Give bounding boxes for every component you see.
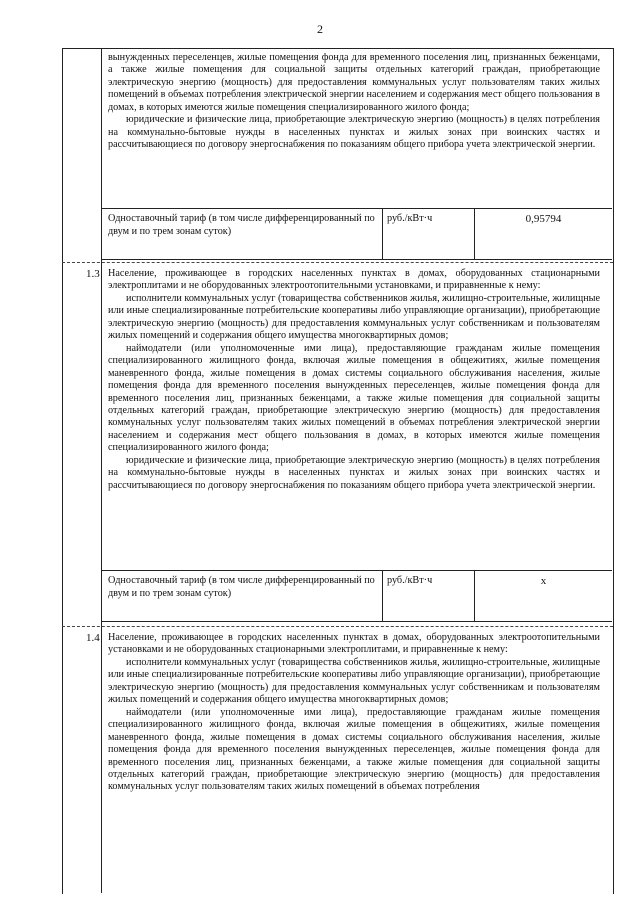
- row-description: [108, 268, 600, 492]
- row-separator: [62, 262, 613, 264]
- tariff-row: [101, 570, 612, 622]
- paragraph: Население, проживающее в городских населенных пунктах в домах, оборудованных электроотопительными установками и не оборудованных стационарными электроплитами, и приравненные к нему:: [108, 632, 600, 656]
- paragraph: Население, проживающее в городских населенных пунктах в домах, оборудованных стационарными электроплитами и не оборудованных электроотопительными установками, и приравненные к нему:: [108, 268, 600, 292]
- tariff-row: [101, 208, 612, 260]
- number-column-divider: [101, 48, 102, 893]
- row-separator: [62, 626, 613, 628]
- paragraph: вынужденных переселенцев, жилые помещения фонда для временного поселения лиц, признанных беженцами, а также жилые помещения для социальной защиты отдельных категорий граждан, приобретающие электрическую энергию (мощность) для предоставления коммунальных услуг пользователям таких жилых помещений в объемах потребления электрической энергии населением и содержания мест общего пользования в домах, в которых имеются жилые помещения специализированного жилого фонда;: [108, 52, 600, 113]
- tariff-name: Одноставочный тариф (в том числе дифференцированный по двум и по трем зонам суток): [108, 213, 375, 237]
- paragraph: исполнители коммунальных услуг (товарищества собственников жилья, жилищно-строительные, жилищные или иные специализированные потребительские кооперативы либо управляющие организации), приобретающие электрическую энергию (мощность) для предоставления коммунальных услуг собственникам и пользователям жилых помещений и содержания общего имущества многоквартирных домов;: [108, 292, 601, 342]
- paragraph: юридические и физические лица, приобретающие электрическую энергию (мощность) в целях потребления на коммунально-бытовые нужды в населенных пунктах и жилых зонах при воинских частях и рассчитывающиеся по договору энергоснабжения по показаниям общего прибора учета электрической энергии.: [108, 454, 600, 491]
- tariff-value: х: [540, 575, 547, 587]
- page-number: 2: [317, 22, 323, 36]
- paragraph: исполнители коммунальных услуг (товарищества собственников жилья, жилищно-строительные, жилищные или иные специализированные потребительские кооперативы либо управляющие организации), приобретающие электрическую энергию (мощность) для предоставления коммунальных услуг собственникам и пользователям жилых помещений и содержания общего имущества многоквартирных домов;: [108, 656, 601, 706]
- row-description: [108, 632, 600, 794]
- tariff-unit: руб./кВт·ч: [387, 575, 433, 586]
- tariff-unit: руб./кВт·ч: [387, 213, 433, 224]
- row-number: 1.4: [86, 632, 100, 644]
- tariff-name: Одноставочный тариф (в том числе дифференцированный по двум и по трем зонам суток): [108, 575, 375, 599]
- paragraph: юридические и физические лица, приобретающие электрическую энергию (мощность) в целях потребления на коммунально-бытовые нужды в населенных пунктах и жилых зонах при воинских частях и рассчитывающиеся по договору энергоснабжения по показаниям общего прибора учета электрической энергии.: [108, 114, 600, 151]
- row-description: [108, 52, 600, 152]
- paragraph: наймодатели (или уполномоченные ими лица), предоставляющие гражданам жилые помещения специализированного жилищного фонда, включая жилые помещения в общежитиях, жилые помещения маневренного фонда, жилые помещения в домах системы социального обслуживания населения, жилые помещения фонда для временного поселения вынужденных переселенцев, жилые помещения фонда для временного поселения лиц, признанных беженцами, а также жилые помещения для социальной защиты отдельных категорий граждан, приобретающие электрическую энергию (мощность) для предоставления коммунальных услуг пользователям таких жилых помещений в объемах потребления электрической энергии населением и содержания мест общего пользования в домах, в которых имеются жилые помещения специализированного жилого фонда;: [108, 342, 600, 454]
- paragraph: наймодатели (или уполномоченные ими лица), предоставляющие гражданам жилые помещения специализированного жилищного фонда, включая жилые помещения в общежитиях, жилые помещения маневренного фонда, жилые помещения в домах системы социального обслуживания населения, жилые помещения фонда для временного поселения вынужденных переселенцев, жилые помещения фонда для временного поселения лиц, признанных беженцами, а также жилые помещения для социальной защиты отдельных категорий граждан, приобретающие электрическую энергию (мощность) для предоставления коммунальных услуг пользователям таких жилых помещений в объемах потребления: [108, 706, 600, 793]
- row-number: 1.3: [86, 268, 100, 280]
- tariff-value: 0,95794: [525, 213, 562, 225]
